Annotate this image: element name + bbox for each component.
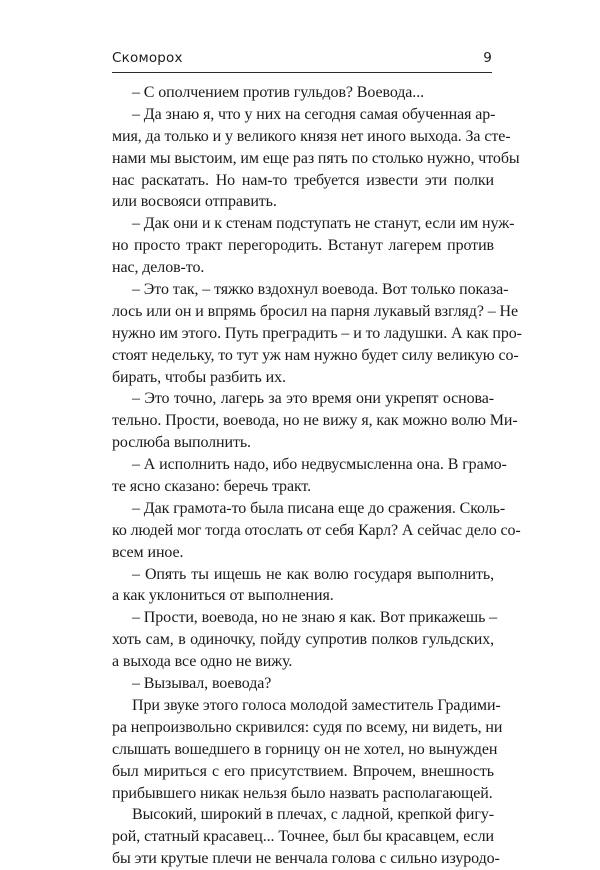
text-line: тельно. Прости, воевода, но не вижу я, как можно волю Ми- xyxy=(112,412,518,430)
text-line: стоят недельку, то тут уж нам нужно будет силу великую со- xyxy=(112,346,519,364)
text-line: бы эти крутые плечи не венчала голова с сильно изуродо- xyxy=(112,850,500,868)
text-line: а как уклониться от выполнения. xyxy=(112,587,334,605)
text-line: – А исполнить надо, ибо недвусмысленна она. В грамо- xyxy=(132,456,507,474)
text-line: лось или он и впрямь бросил на парня лукавый взгляд? – Не xyxy=(112,302,519,320)
text-line: – Это так, – тяжко вздохнул воевода. Вот только показа- xyxy=(132,281,509,299)
text-line: – Дак грамота-то была писана еще до сражения. Сколь- xyxy=(132,499,506,517)
text-line: всем иное. xyxy=(112,543,184,561)
text-line: был мириться с его присутствием. Впрочем, внешность xyxy=(112,762,494,780)
text-line: нужно им этого. Путь преградить – и то ладушки. А как про- xyxy=(112,324,522,342)
running-title: Скоморох xyxy=(112,50,183,66)
text-line: мия, да только и у великого князя нет иного выхода. За сте- xyxy=(112,127,511,145)
text-line: бирать, чтобы разбить их. xyxy=(112,368,286,386)
text-line: но просто тракт перегородить. Встанут лагерем против xyxy=(112,237,494,255)
text-line: – Да знаю я, что у них на сегодня самая обученная ар- xyxy=(132,105,496,123)
text-line: рой, статный красавец... Точнее, был бы красавцем, если xyxy=(112,828,494,846)
text-line: ко людей мог тогда отослать от себя Карл? А сейчас дело со- xyxy=(112,521,521,539)
text-line: – Это точно, лагерь за это время они укрепят основа- xyxy=(132,390,494,408)
text-line: – Дак они и к стенам подступать не станут, если им нуж- xyxy=(132,215,515,233)
text-line: – Вызывал, воевода? xyxy=(132,675,272,693)
text-line: При звуке этого голоса молодой заместитель Градими- xyxy=(132,696,501,714)
text-line: слышать вошедшего в горницу он не хотел, но вынужден xyxy=(112,740,498,758)
header-rule xyxy=(112,72,492,73)
body-text xyxy=(112,82,522,870)
text-line: – С ополчением против гульдов? Воевода... xyxy=(132,84,425,101)
text-line: нас, делов-то. xyxy=(112,259,205,277)
text-line: а выхода все одно не вижу. xyxy=(112,653,293,671)
text-line: те ясно сказано: беречь тракт. xyxy=(112,478,312,496)
text-line: Высокий, широкий в плечах, с ладной, крепкой фигу- xyxy=(132,806,494,824)
text-line: прибывшего никак нельзя было назвать располагающей. xyxy=(112,784,493,802)
text-line: рослюба выполнить. xyxy=(112,434,251,452)
text-line: нами мы выстоим, им еще раз пять по столько нужно, чтобы xyxy=(112,149,520,167)
text-line: ра непроизвольно скривился: судя по всему, ни видеть, ни xyxy=(112,718,503,736)
text-line: – Прости, воевода, но не знаю я как. Вот прикажешь – xyxy=(132,609,498,627)
text-line: или восвояси отправить. xyxy=(112,193,277,211)
page-number: 9 xyxy=(483,50,492,66)
running-header xyxy=(112,50,492,66)
text-line: – Опять ты ищешь не как волю государя выполнить, xyxy=(132,565,494,583)
text-line: нас раскатать. Но нам-то требуется извести эти полки xyxy=(112,171,494,189)
text-line: хоть сам, в одиночку, пойду супротив полков гульдских, xyxy=(112,631,494,649)
